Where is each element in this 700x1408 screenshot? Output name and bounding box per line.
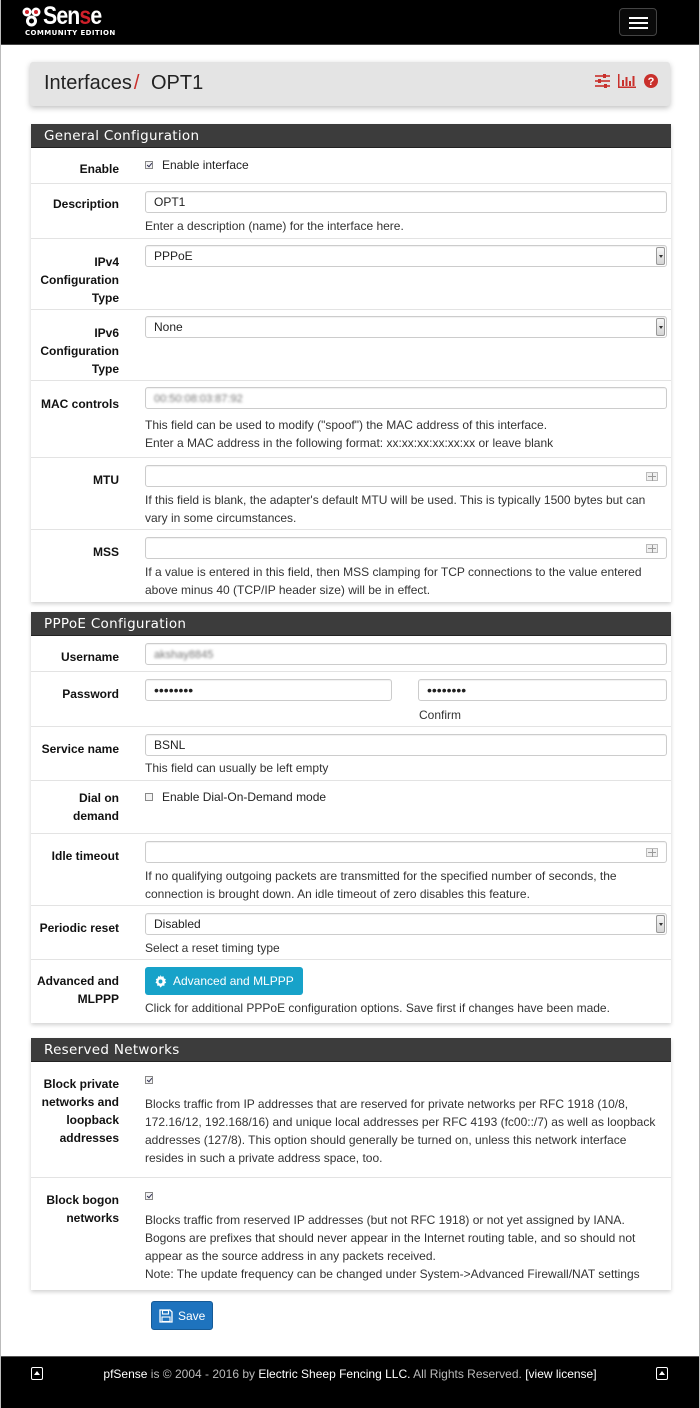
field-label: MAC controls	[41, 397, 119, 411]
field-label: Advanced and MLPPP	[36, 974, 119, 1006]
footer-copyright	[1, 1367, 699, 1381]
gear-icon	[154, 975, 167, 988]
field-label: MTU	[93, 473, 119, 487]
menu-toggle-button[interactable]	[619, 8, 657, 36]
select-value: Disabled	[154, 917, 201, 931]
pppoe-configuration-panel	[31, 612, 671, 1023]
enable-interface-checkbox[interactable]	[145, 158, 667, 172]
confirm-label: Confirm	[419, 708, 462, 722]
idle-timeout-input[interactable]	[145, 841, 667, 863]
field-label: Service name	[41, 742, 119, 756]
logo-wordmark	[43, 2, 101, 31]
note-text: Note: The update frequency can be changed under System->Advanced Firewall/NAT settings	[145, 1267, 640, 1281]
number-spinner-icon[interactable]	[646, 848, 658, 857]
hamburger-bar	[629, 17, 648, 19]
mac-address-input[interactable]	[145, 387, 667, 409]
panel-heading: Reserved Networks	[31, 1038, 671, 1062]
footer-text: All Rights Reserved.	[410, 1367, 526, 1381]
help-text: Blocks traffic from IP addresses that are reserved for private networks per RFC 1918 (10/8, 172.16/12, 192.168/16) and unique local addresses per RFC 4193 (fc00::/7) as well as loopback addresses (127/8). This option should generally be turned on, unless this network interface resides in such a private address space, too.	[145, 1097, 656, 1165]
row-mtu	[31, 458, 671, 530]
breadcrumb-current: OPT1	[150, 72, 204, 94]
ipv4-type-select[interactable]	[145, 245, 667, 267]
field-label: Dial on demand	[72, 791, 119, 823]
reserved-networks-panel	[31, 1038, 671, 1290]
row-enable	[31, 148, 671, 184]
mtu-input[interactable]	[145, 465, 667, 487]
row-mss	[31, 530, 671, 602]
block-private-checkbox[interactable]	[145, 1076, 153, 1084]
row-description	[31, 184, 671, 239]
bar-chart-icon[interactable]	[618, 74, 636, 88]
field-label: IPv6 Configuration Type	[40, 326, 119, 376]
help-text: Enter a description (name) for the interface here.	[145, 219, 404, 233]
button-label: Advanced and MLPPP	[173, 974, 294, 988]
description-input[interactable]	[145, 191, 667, 213]
select-value: PPPoE	[154, 249, 193, 263]
hamburger-bar	[629, 22, 648, 24]
floppy-disk-icon	[159, 1309, 173, 1323]
sliders-icon[interactable]	[595, 74, 610, 88]
scroll-top-icon[interactable]	[656, 1367, 668, 1380]
input-value: 00:50:08:03:87:92	[154, 393, 243, 405]
row-ipv6-type	[31, 310, 671, 381]
row-idle-timeout	[31, 834, 671, 906]
help-text: If no qualifying outgoing packets are transmitted for the specified number of seconds, the connection is brought down. An idle timeout of zero disables this feature.	[145, 869, 617, 901]
ipv6-type-select[interactable]	[145, 316, 667, 338]
select-value: None	[154, 320, 183, 334]
row-username	[31, 636, 671, 672]
logo-text-red: s	[79, 2, 91, 30]
number-spinner-icon[interactable]	[646, 544, 658, 553]
general-configuration-panel	[31, 124, 671, 602]
input-value: akshay8845	[154, 649, 214, 661]
select-arrow-icon	[656, 915, 665, 933]
field-label: IPv4 Configuration Type	[40, 255, 119, 305]
button-label: Save	[178, 1308, 206, 1323]
logo-edition: COMMUNITY EDITION	[25, 29, 116, 37]
advanced-mlppp-button[interactable]	[145, 967, 303, 995]
password-input[interactable]	[145, 679, 392, 701]
checkbox-label: Enable Dial-On-Demand mode	[162, 790, 327, 804]
row-dial-on-demand	[31, 781, 671, 834]
row-ipv4-type	[31, 239, 671, 310]
help-text: If this field is blank, the adapter's default MTU will be used. This is typically 1500 bytes but can vary in some circumstances.	[145, 493, 646, 525]
dial-on-demand-checkbox[interactable]	[145, 790, 667, 804]
footer	[1, 1356, 699, 1408]
field-label: Password	[62, 687, 119, 701]
select-arrow-icon	[656, 247, 665, 265]
help-text: This field can be used to modify ("spoof") the MAC address of this interface.	[145, 418, 548, 432]
field-label: Enable	[79, 162, 119, 176]
help-text: Click for additional PPPoE configuration options. Save first if changes have been made.	[145, 1001, 610, 1015]
checkbox-box[interactable]	[145, 793, 153, 801]
hamburger-bar	[629, 27, 648, 29]
number-spinner-icon[interactable]	[646, 472, 658, 481]
field-label: Periodic reset	[39, 921, 119, 935]
field-label: Description	[52, 197, 119, 211]
footer-product: pfSense	[103, 1367, 148, 1381]
field-label: Username	[60, 650, 119, 664]
row-periodic-reset	[31, 906, 671, 960]
field-label: MSS	[92, 545, 119, 559]
input-value: ••••••••	[154, 682, 194, 698]
checkbox-label: Enable interface	[162, 158, 249, 172]
service-name-input[interactable]	[145, 734, 667, 756]
breadcrumb	[44, 72, 203, 95]
logo-paws-icon	[21, 6, 43, 28]
footer-text: is © 2004 - 2016 by	[147, 1367, 259, 1381]
row-service-name	[31, 727, 671, 781]
row-password	[31, 672, 671, 727]
row-mac-controls	[31, 381, 671, 458]
field-label: Block bogon networks	[46, 1193, 119, 1225]
select-arrow-icon	[656, 318, 665, 336]
view-license-link[interactable]: [view license]	[525, 1367, 597, 1381]
username-input[interactable]	[145, 643, 667, 665]
logo-text-b: e	[90, 2, 102, 30]
help-text: This field can usually be left empty	[145, 761, 329, 775]
pfsense-logo[interactable]	[21, 4, 131, 40]
block-bogon-checkbox[interactable]	[145, 1192, 153, 1200]
help-text: Select a reset timing type	[145, 941, 280, 955]
mss-input[interactable]	[145, 537, 667, 559]
svg-text:?: ?	[647, 76, 655, 88]
breadcrumb-icons	[595, 74, 658, 88]
top-navbar	[1, 0, 699, 45]
breadcrumb-parent[interactable]: Interfaces	[44, 72, 132, 94]
save-button[interactable]	[151, 1301, 213, 1330]
checkbox-box[interactable]	[145, 161, 153, 169]
field-label: Idle timeout	[51, 849, 119, 863]
input-value: BSNL	[154, 738, 186, 752]
periodic-reset-select[interactable]	[145, 913, 667, 935]
breadcrumb-bar	[30, 62, 670, 106]
field-label: Block private networks and loopback addresses	[41, 1077, 119, 1145]
input-value: ••••••••	[427, 682, 467, 698]
help-text: Enter a MAC address in the following format: xx:xx:xx:xx:xx:xx or leave blank	[145, 436, 554, 450]
row-block-bogon	[31, 1178, 671, 1290]
row-advanced-mlppp	[31, 960, 671, 1023]
help-text: If a value is entered in this field, then MSS clamping for TCP connections to the value entered above minus 40 (TCP/IP header size) will be in effect.	[145, 565, 642, 597]
row-block-private	[31, 1062, 671, 1178]
help-text: Blocks traffic from reserved IP addresses (but not RFC 1918) or not yet assigned by IANA. Bogons are prefixes that should never appear in the Internet routing table, and so should not appear as the source address in any packets received.	[145, 1213, 636, 1263]
logo-text-a: Sen	[43, 2, 80, 30]
breadcrumb-separator: /	[133, 72, 140, 94]
panel-heading: General Configuration	[31, 124, 671, 148]
footer-company-link[interactable]: Electric Sheep Fencing LLC.	[258, 1367, 411, 1381]
password-confirm-input[interactable]	[418, 679, 667, 701]
panel-heading: PPPoE Configuration	[31, 612, 671, 636]
help-icon[interactable]	[644, 74, 658, 88]
input-value: OPT1	[154, 195, 186, 209]
